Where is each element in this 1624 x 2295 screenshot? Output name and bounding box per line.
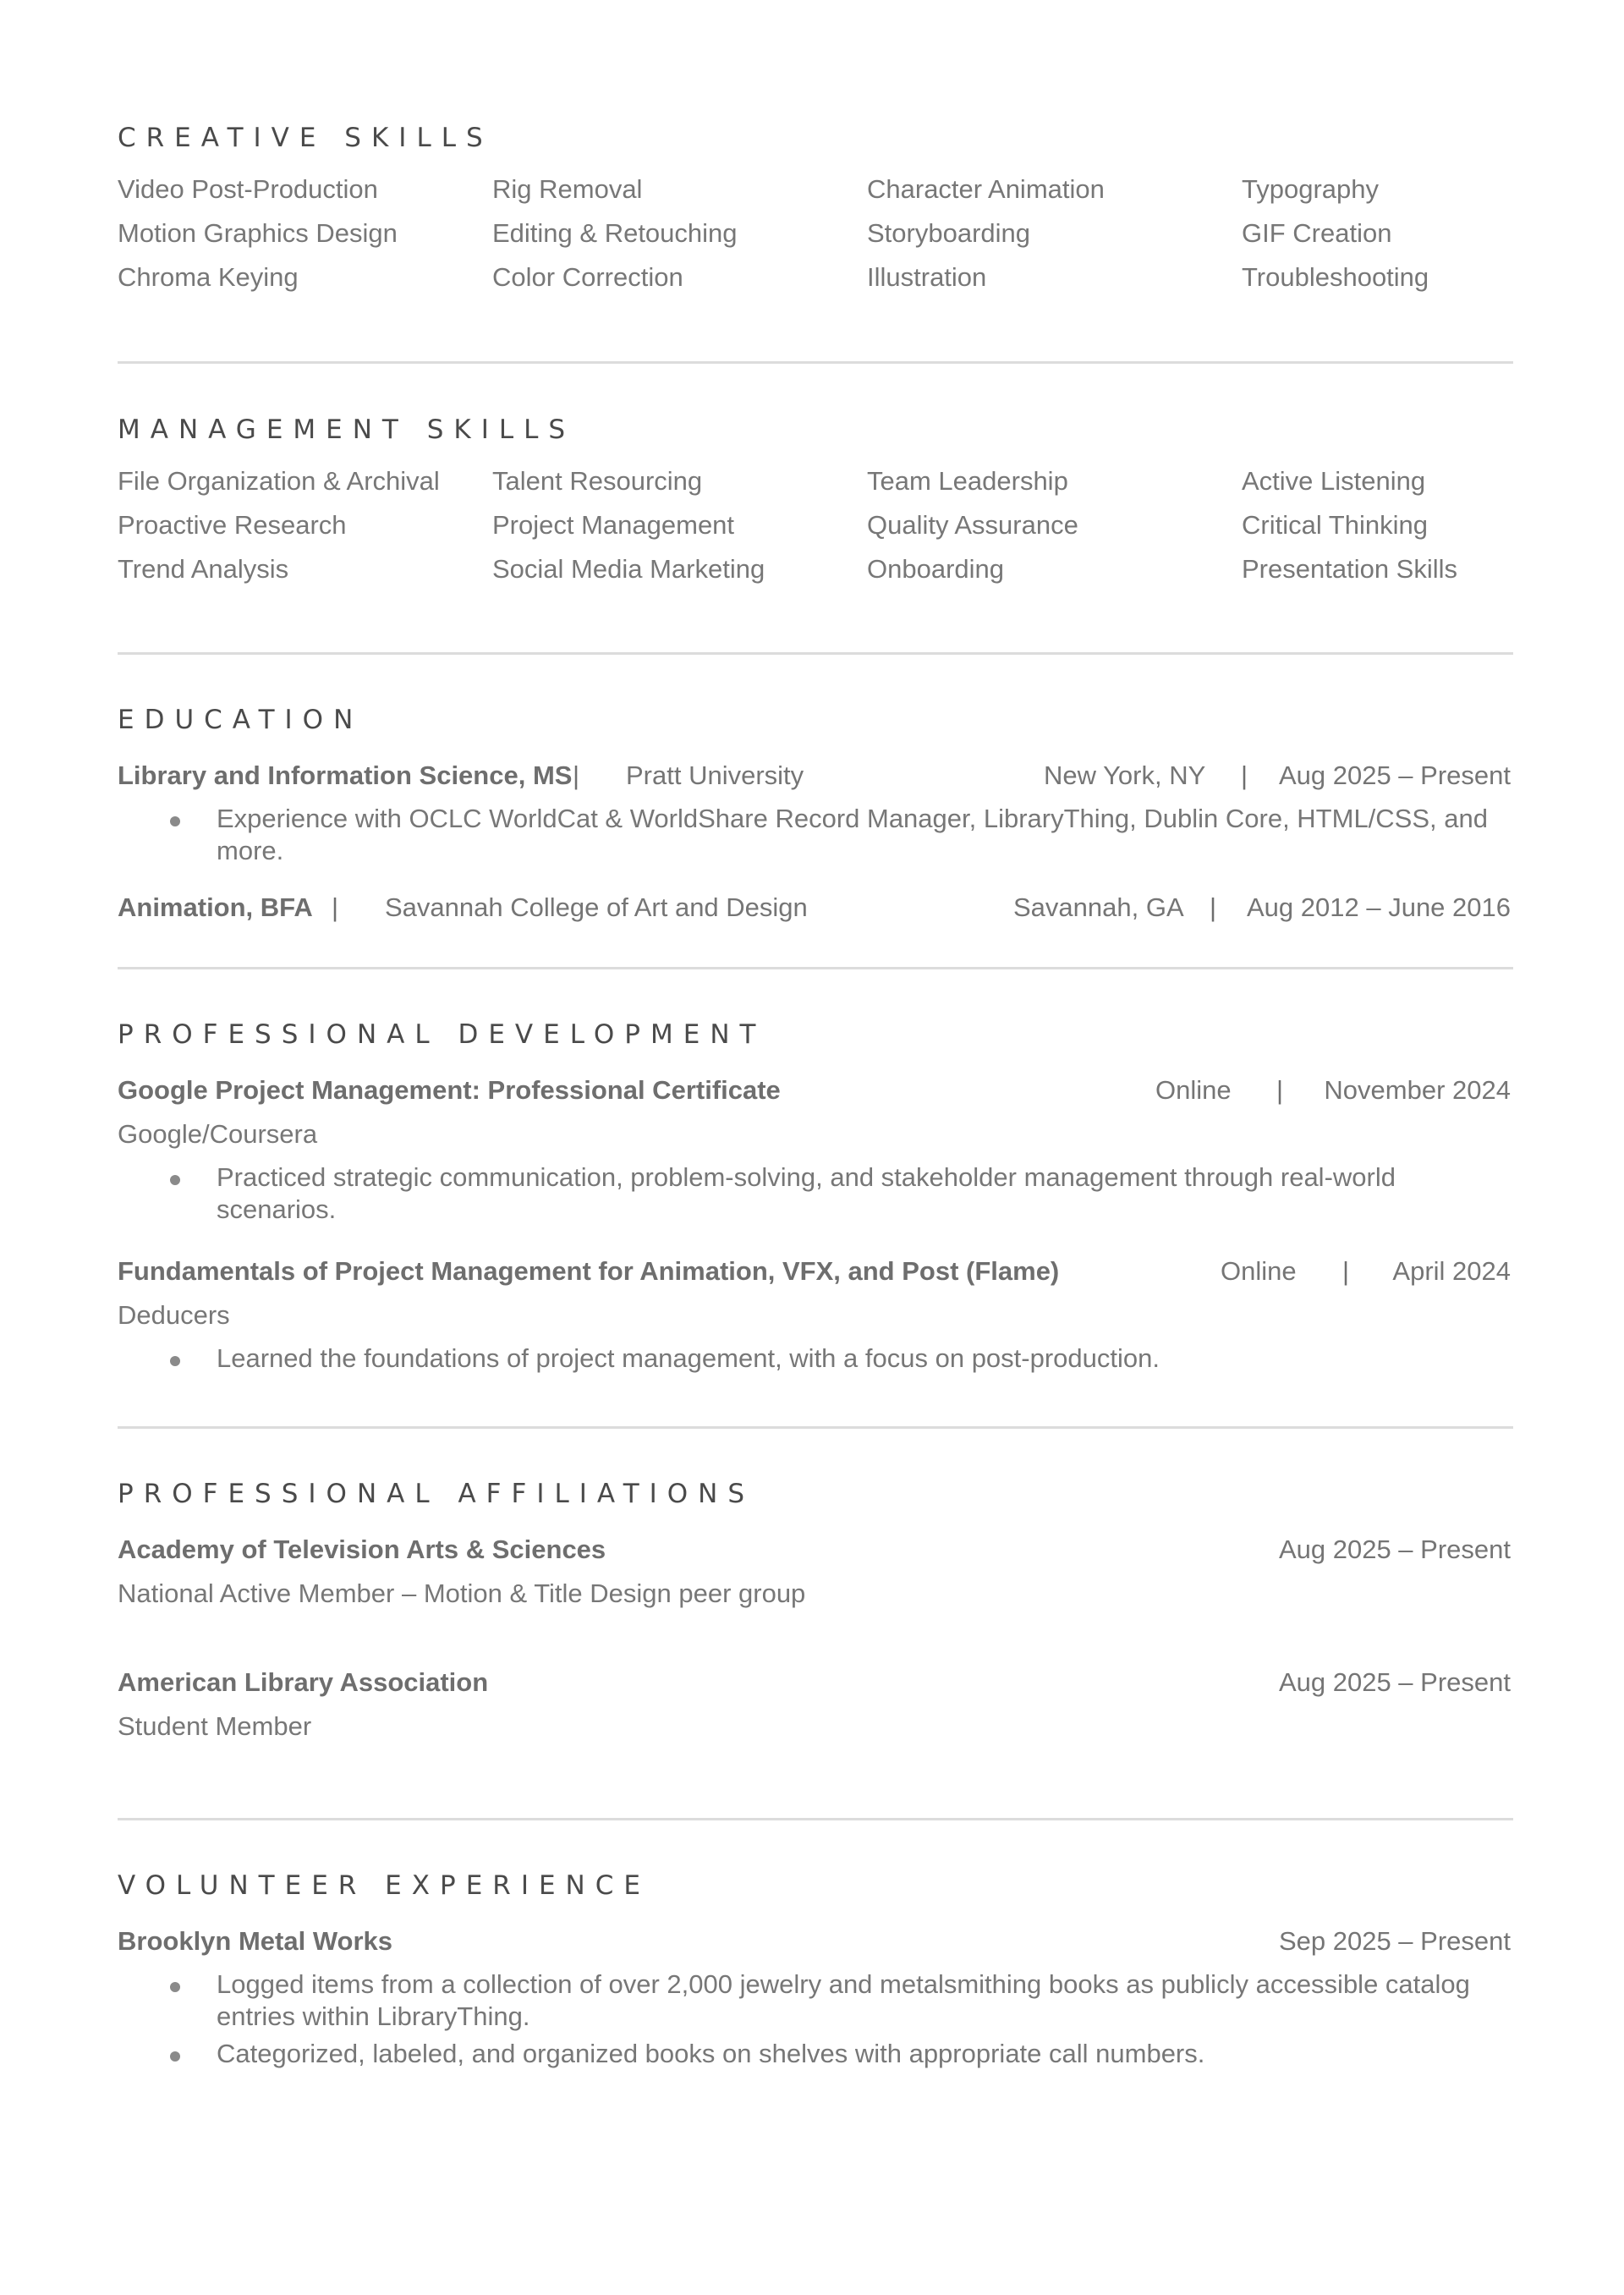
section-title-creative-skills: CREATIVE SKILLS <box>118 123 493 153</box>
bullet-item: Practiced strategic communication, problem-solving, and stakeholder management through real-world scenarios. <box>118 1161 1513 1226</box>
section-divider <box>118 967 1513 969</box>
skill-item: Chroma Keying <box>118 262 299 292</box>
skill-item: Character Animation <box>867 174 1105 204</box>
separator: | <box>1241 760 1248 790</box>
volunteer-experience-section <box>118 1870 1513 2070</box>
location: Savannah, GA <box>1013 892 1184 922</box>
skill-item: Team Leadership <box>867 466 1068 496</box>
skill-item: Rig Removal <box>492 174 643 204</box>
school: Pratt University <box>626 760 804 790</box>
course-provider: Google/Coursera <box>118 1119 318 1149</box>
skill-item: Project Management <box>492 510 735 540</box>
degree: Animation, BFA <box>118 892 313 922</box>
organization-name: Academy of Television Arts & Sciences <box>118 1535 606 1564</box>
skill-item: File Organization & Archival <box>118 466 440 496</box>
skill-item: Motion Graphics Design <box>118 218 398 248</box>
skill-item: Editing & Retouching <box>492 218 738 248</box>
skill-item: Trend Analysis <box>118 554 289 584</box>
skill-item: Onboarding <box>867 554 1005 584</box>
separator: | <box>1210 892 1217 922</box>
education-entry <box>118 759 1513 793</box>
course-mode: Online <box>1155 1075 1232 1105</box>
section-divider <box>118 1818 1513 1820</box>
section-title-professional-affiliations: PROFESSIONAL AFFILIATIONS <box>118 1479 755 1509</box>
section-title-management-skills: MANAGEMENT SKILLS <box>118 415 576 445</box>
skill-item: Presentation Skills <box>1242 554 1458 584</box>
dates: Aug 2012 – June 2016 <box>1247 892 1511 922</box>
skill-item: Social Media Marketing <box>492 554 765 584</box>
section-title-education: EDUCATION <box>118 705 364 735</box>
course-name: Fundamentals of Project Management for Animation, VFX, and Post (Flame) <box>118 1256 1060 1286</box>
separator: | <box>332 892 339 922</box>
education-section <box>118 705 1513 925</box>
skill-item: Troubleshooting <box>1242 262 1429 292</box>
course-name: Google Project Management: Professional Certificate <box>118 1075 781 1105</box>
dates: Sep 2025 – Present <box>1278 1926 1511 1956</box>
section-divider <box>118 361 1513 364</box>
section-title-professional-development: PROFESSIONAL DEVELOPMENT <box>118 1019 766 1050</box>
professional-affiliations-section <box>118 1479 1513 1743</box>
section-title-volunteer-experience: VOLUNTEER EXPERIENCE <box>118 1870 650 1901</box>
school: Savannah College of Art and Design <box>385 892 808 922</box>
skill-item: Quality Assurance <box>867 510 1078 540</box>
professional-development-section <box>118 1019 1513 1375</box>
management-skills-section <box>118 415 1513 583</box>
course-mode: Online <box>1221 1256 1297 1286</box>
separator: | <box>1342 1256 1350 1286</box>
skill-item: Color Correction <box>492 262 683 292</box>
skill-item: Proactive Research <box>118 510 347 540</box>
organization-name: American Library Association <box>118 1667 489 1697</box>
skill-item: GIF Creation <box>1242 218 1392 248</box>
creative-skills-grid <box>118 176 1513 291</box>
section-divider <box>118 1426 1513 1429</box>
education-entry <box>118 891 1513 925</box>
skill-item: Illustration <box>867 262 987 292</box>
dates: Aug 2025 – Present <box>1278 1667 1511 1697</box>
degree: Library and Information Science, MS <box>118 760 573 790</box>
pd-entry <box>118 1073 1513 1107</box>
skill-item: Talent Resourcing <box>492 466 703 496</box>
separator: | <box>573 760 580 790</box>
dates: Aug 2025 – Present <box>1278 760 1511 790</box>
affiliation-entry <box>118 1666 1513 1699</box>
organization-name: Brooklyn Metal Works <box>118 1926 393 1956</box>
bullet-item: Learned the foundations of project management, with a focus on post-production. <box>118 1342 1513 1375</box>
pd-entry <box>118 1255 1513 1288</box>
bullet-item: Experience with OCLC WorldCat & WorldShare Record Manager, LibraryThing, Dublin Core, HTML/CSS, and more. <box>118 803 1513 867</box>
membership-role: Student Member <box>118 1711 312 1741</box>
affiliation-entry <box>118 1533 1513 1567</box>
course-date: November 2024 <box>1324 1075 1511 1105</box>
membership-role: National Active Member – Motion & Title Design peer group <box>118 1578 806 1608</box>
creative-skills-section <box>118 123 1513 291</box>
course-provider: Deducers <box>118 1300 230 1330</box>
location: New York, NY <box>1044 760 1206 790</box>
volunteer-entry <box>118 1924 1513 1958</box>
skill-item: Critical Thinking <box>1242 510 1428 540</box>
management-skills-grid <box>118 468 1513 583</box>
bullet-item: Logged items from a collection of over 2,000 jewelry and metalsmithing books as publicly accessible catalog entries within LibraryThing. <box>118 1968 1522 2033</box>
skill-item: Storyboarding <box>867 218 1031 248</box>
course-date: April 2024 <box>1392 1256 1511 1286</box>
skill-item: Typography <box>1242 174 1379 204</box>
skill-item: Video Post-Production <box>118 174 378 204</box>
section-divider <box>118 652 1513 655</box>
skill-item: Active Listening <box>1242 466 1426 496</box>
bullet-item: Categorized, labeled, and organized books on shelves with appropriate call numbers. <box>118 2038 1513 2070</box>
separator: | <box>1276 1075 1284 1105</box>
dates: Aug 2025 – Present <box>1278 1535 1511 1564</box>
